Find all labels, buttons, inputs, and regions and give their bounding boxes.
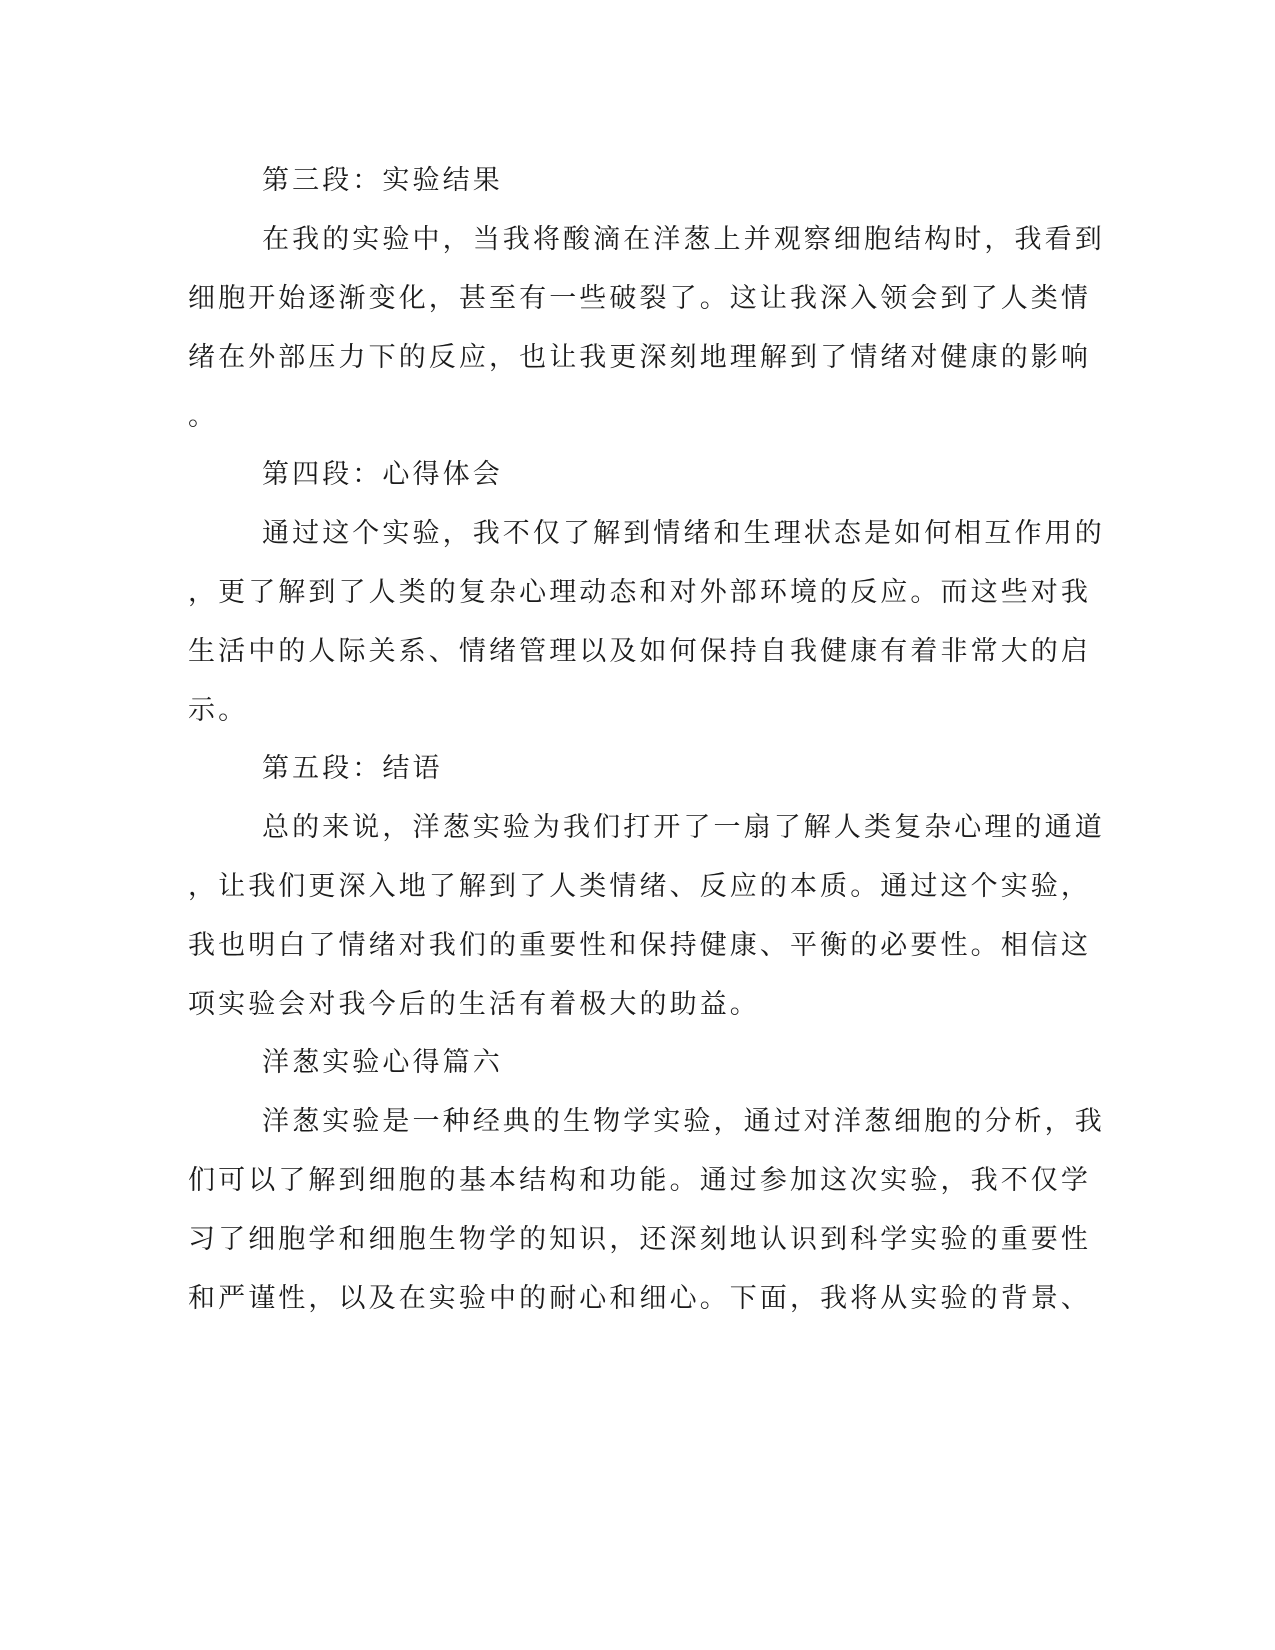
- paragraph-line: 洋葱实验是一种经典的生物学实验，通过对洋葱细胞的分析，我: [262, 1106, 1105, 1137]
- paragraph-line: 习了细胞学和细胞生物学的知识，还深刻地认识到科学实验的重要性: [188, 1224, 1091, 1255]
- paragraph-line: 通过这个实验，我不仅了解到情绪和生理状态是如何相互作用的: [262, 518, 1105, 549]
- paragraph-line: 细胞开始逐渐变化，甚至有一些破裂了。这让我深入领会到了人类情: [188, 283, 1091, 314]
- paragraph-line: 在我的实验中，当我将酸滴在洋葱上并观察细胞结构时，我看到: [262, 224, 1105, 255]
- paragraph-line: 。: [188, 401, 219, 432]
- section-heading: 洋葱实验心得篇六: [262, 1047, 503, 1078]
- paragraph-line: ，更了解到了人类的复杂心理动态和对外部环境的反应。而这些对我: [188, 577, 1091, 608]
- paragraph-line: 生活中的人际关系、情绪管理以及如何保持自我健康有着非常大的启: [188, 636, 1091, 667]
- paragraph-line: 我也明白了情绪对我们的重要性和保持健康、平衡的必要性。相信这: [188, 930, 1091, 961]
- paragraph-line: ，让我们更深入地了解到了人类情绪、反应的本质。通过这个实验，: [188, 871, 1091, 902]
- paragraph-line: 绪在外部压力下的反应，也让我更深刻地理解到了情绪对健康的影响: [188, 342, 1091, 373]
- paragraph-line: 总的来说，洋葱实验为我们打开了一扇了解人类复杂心理的通道: [262, 812, 1105, 843]
- paragraph-line: 和严谨性，以及在实验中的耐心和细心。下面，我将从实验的背景、: [188, 1283, 1091, 1314]
- section-heading: 第五段：结语: [262, 753, 443, 784]
- paragraph-line: 示。: [188, 695, 249, 726]
- paragraph-line: 项实验会对我今后的生活有着极大的助益。: [188, 989, 760, 1020]
- section-heading: 第四段：心得体会: [262, 459, 503, 490]
- paragraph-line: 们可以了解到细胞的基本结构和功能。通过参加这次实验，我不仅学: [188, 1165, 1091, 1196]
- section-heading: 第三段：实验结果: [262, 165, 503, 196]
